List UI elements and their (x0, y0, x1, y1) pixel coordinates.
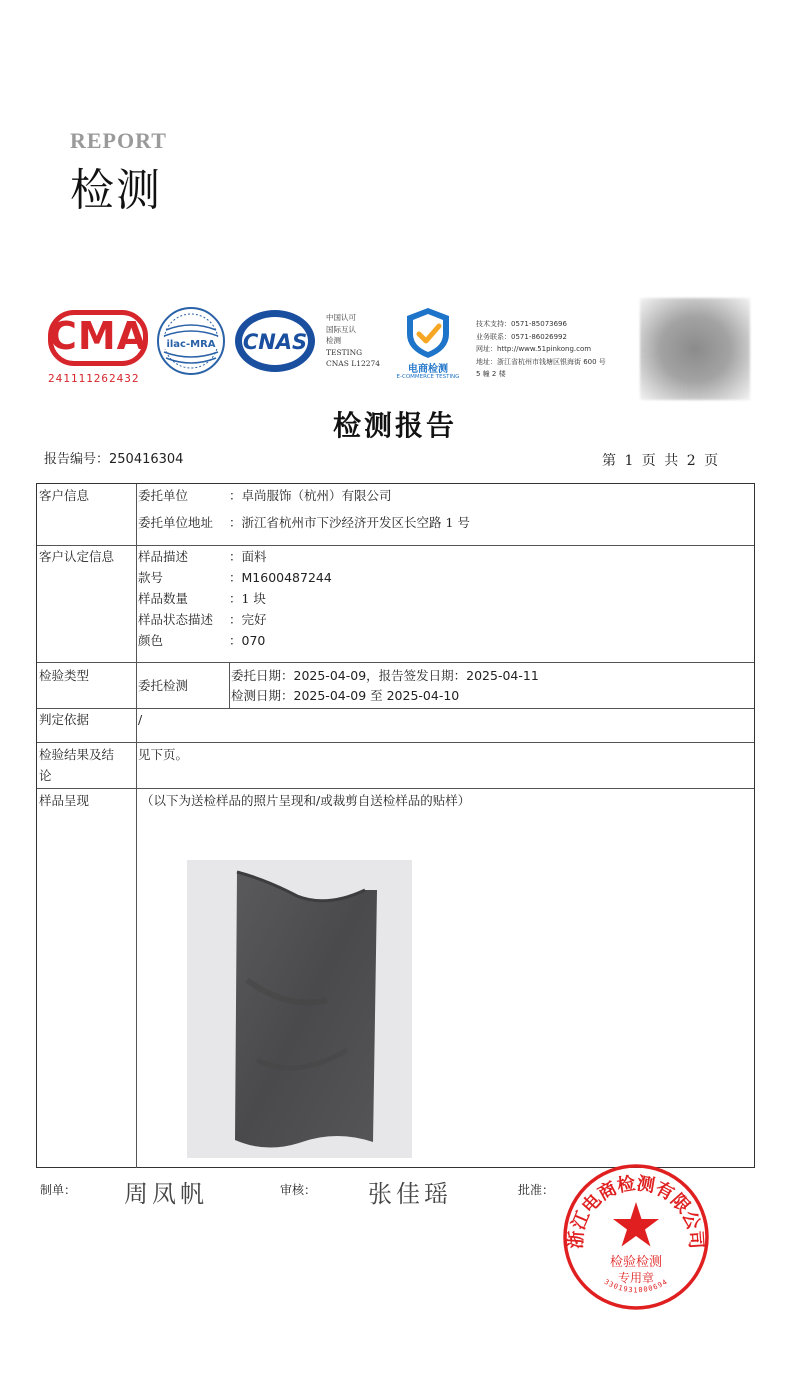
style-no-value: ：M1600487244 (229, 570, 332, 585)
reviewer-label: 审核： (280, 1183, 317, 1197)
sample-label: 样品呈现 (39, 793, 90, 808)
ecommerce-logo-title: 电商检测 (408, 364, 448, 375)
ilac-mra-logo (156, 306, 226, 376)
result-label-line2: 论 (39, 768, 52, 783)
sample-desc-key: 样品描述 (138, 549, 189, 564)
seal-line2: 专用章 (617, 1271, 655, 1285)
ecommerce-testing-logo (393, 304, 463, 384)
sample-state-key: 样品状态描述 (138, 612, 214, 627)
inspection-type-value: 委托检测 (138, 678, 189, 693)
contact-info (476, 318, 646, 381)
contact-line: 地址：浙江省杭州市钱塘区银海街 600 号 (476, 357, 606, 366)
sample-state-value: ：完好 (229, 612, 267, 627)
commission-dates: 委托日期：2025-04-09，报告签发日期：2025-04-11 (231, 668, 539, 683)
page-info: 第 1 页 共 2 页 (602, 453, 721, 469)
sample-caption: （以下为送检样品的照片呈现和/或裁剪自送检样品的贴样） (141, 793, 471, 808)
fabric-sample-photo (187, 860, 412, 1158)
shield-check-icon (393, 304, 463, 360)
approver-label: 批准： (518, 1183, 555, 1197)
color-key: 颜色 (138, 633, 164, 648)
cnas-logo (233, 308, 317, 374)
star-icon (613, 1202, 659, 1247)
cnas-line: 中国认可 (326, 313, 356, 322)
report-number-label: 报告编号： (44, 452, 110, 467)
cma-logo (48, 310, 153, 388)
report-number (44, 448, 183, 467)
client-address-key: 委托单位地址 (138, 515, 214, 530)
cnas-line: 检测 (326, 336, 341, 345)
qr-code-blurred (640, 298, 750, 400)
ilac-logo-text: ilac-MRA (166, 339, 216, 350)
contact-line: 5 幢 2 楼 (476, 370, 506, 378)
cnas-line: CNAS L12274 (326, 359, 381, 368)
testing-dates: 检测日期：2025-04-09 至 2025-04-10 (231, 688, 460, 703)
cnas-logo-text: CNAS (242, 330, 308, 354)
contact-line: 网址：http://www.51pinkong.com (476, 345, 592, 353)
seal-number: 3301931000694 (602, 1277, 670, 1295)
inspection-type-label: 检验类型 (39, 668, 90, 683)
cnas-line: 国际互认 (326, 324, 356, 334)
sample-qty-value: ：1 块 (229, 591, 266, 606)
contact-line: 业务联系：0571-86026992 (476, 332, 567, 341)
report-heading-en: REPORT (70, 128, 167, 153)
cnas-accreditation-text (326, 312, 386, 370)
cnas-line: TESTING (326, 347, 363, 357)
result-label-line1: 检验结果及结 (39, 747, 115, 762)
maker-label: 制单： (40, 1183, 77, 1197)
client-key: 委托单位 (138, 488, 189, 503)
color-value: ：070 (229, 633, 266, 648)
ecommerce-logo-subtitle: E-COMMERCE TESTING (396, 374, 460, 380)
result-value: 见下页。 (138, 747, 189, 762)
customer-info-label: 客户信息 (39, 488, 90, 503)
maker-signature: 周凤帆 (124, 1180, 208, 1208)
company-seal-stamp (561, 1162, 711, 1312)
sample-qty-key: 样品数量 (138, 591, 189, 606)
cma-logo-text: CMA (48, 314, 148, 358)
document-title: 检测报告 (332, 409, 457, 442)
contact-line: 技术支持：0571-85073696 (476, 320, 567, 328)
seal-arc-text: 浙江电商检测有限公司 (565, 1173, 707, 1250)
style-no-key: 款号 (138, 570, 164, 585)
seal-line1: 检验检测 (609, 1255, 663, 1270)
report-number-value: 250416304 (109, 452, 184, 467)
client-value: ：卓尚服饰（杭州）有限公司 (229, 488, 392, 503)
client-address-value: ：浙江省杭州市下沙经济开发区长空路 1 号 (229, 515, 470, 530)
reviewer-signature: 张佳瑶 (368, 1180, 452, 1208)
customer-confirm-label: 客户认定信息 (39, 549, 115, 564)
cma-number: 241111262432 (48, 372, 140, 385)
basis-value: / (138, 712, 143, 727)
basis-label: 判定依据 (39, 712, 90, 727)
report-heading-cn: 检测 (70, 165, 162, 216)
sample-desc-value: ：面料 (229, 549, 267, 564)
